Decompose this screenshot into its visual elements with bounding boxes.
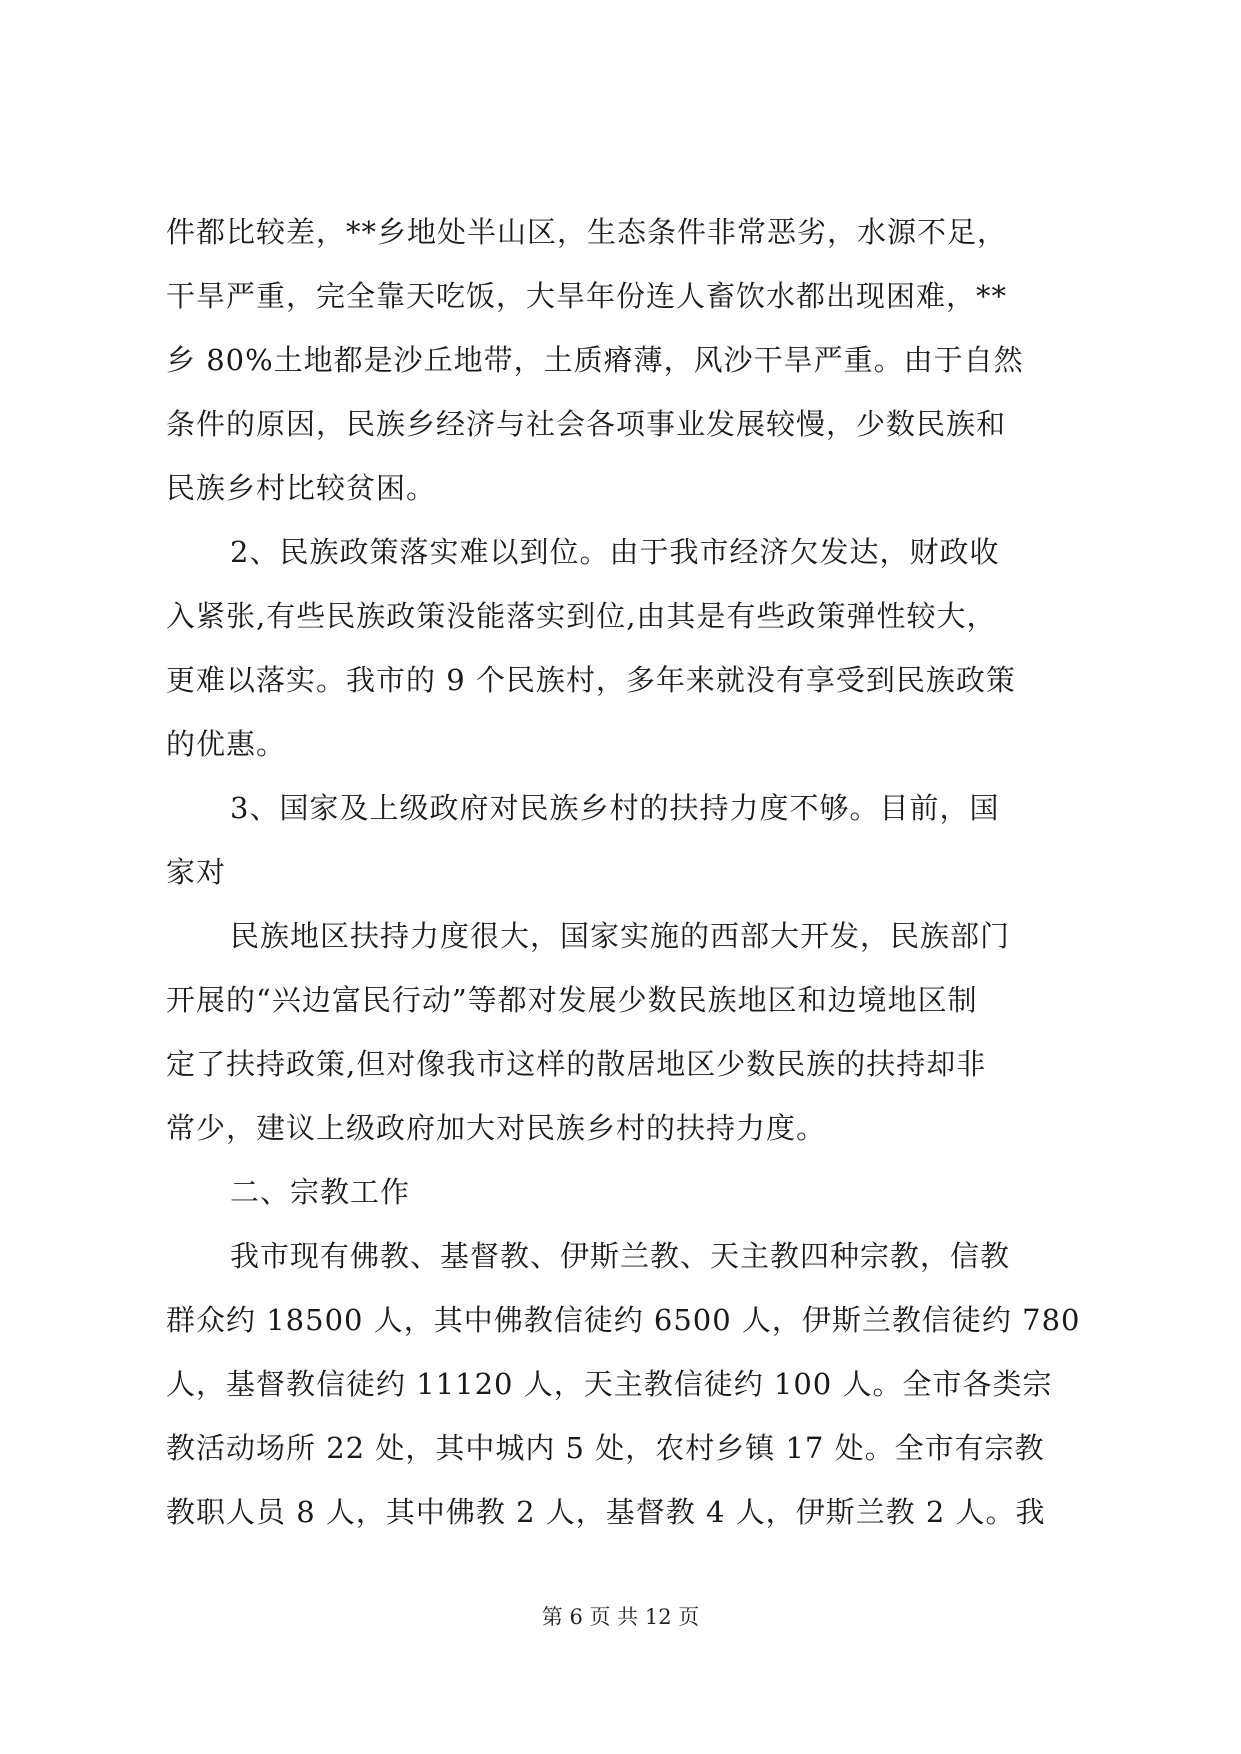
text-line: 群众约 18500 人，其中佛教信徒约 6500 人，伊斯兰教信徒约 780 [166, 1303, 1081, 1337]
text-line: 常少，建议上级政府加大对民族乡村的扶持力度。 [166, 1111, 827, 1145]
text-line: 人，基督教信徒约 11120 人，天主教信徒约 100 人。全市各类宗 [166, 1367, 1053, 1401]
text-line: 2、民族政策落实难以到位。由于我市经济欠发达，财政收 [230, 535, 1000, 569]
text-line: 定了扶持政策,但对像我市这样的散居地区少数民族的扶持却非 [166, 1047, 987, 1081]
text-line: 开展的“兴边富民行动”等都对发展少数民族地区和边境地区制 [166, 983, 978, 1017]
text-line: 干旱严重，完全靠天吃饭，大旱年份连人畜饮水都出现困难，** [166, 279, 1008, 313]
text-line: 的优惠。 [166, 727, 287, 761]
text-line: 我市现有佛教、基督教、伊斯兰教、天主教四种宗教，信教 [230, 1239, 1011, 1273]
text-line: 二、宗教工作 [230, 1175, 411, 1209]
text-line: 件都比较差，**乡地处半山区，生态条件非常恶劣，水源不足， [166, 215, 1008, 249]
text-line: 教活动场所 22 处，其中城内 5 处，农村乡镇 17 处。全市有宗教 [166, 1431, 1045, 1465]
text-line: 更难以落实。我市的 9 个民族村，多年来就没有享受到民族政策 [166, 663, 1016, 697]
page-number-footer: 第 6 页 共 12 页 [541, 1605, 700, 1629]
text-line: 教职人员 8 人，其中佛教 2 人，基督教 4 人，伊斯兰教 2 人。我 [166, 1495, 1046, 1529]
text-line: 3、国家及上级政府对民族乡村的扶持力度不够。目前，国 [230, 791, 1000, 825]
text-line: 条件的原因，民族乡经济与社会各项事业发展较慢，少数民族和 [166, 407, 1007, 441]
text-line: 入紧张,有些民族政策没能落实到位,由其是有些政策弹性较大， [166, 599, 997, 633]
text-line: 民族乡村比较贫困。 [166, 471, 437, 505]
text-line: 家对 [166, 855, 227, 889]
text-line: 民族地区扶持力度很大，国家实施的西部大开发，民族部门 [230, 919, 1011, 953]
body-text [166, 200, 1086, 1544]
text-line: 乡 80%土地都是沙丘地带，土质瘠薄，风沙干旱严重。由于自然 [166, 343, 1024, 377]
